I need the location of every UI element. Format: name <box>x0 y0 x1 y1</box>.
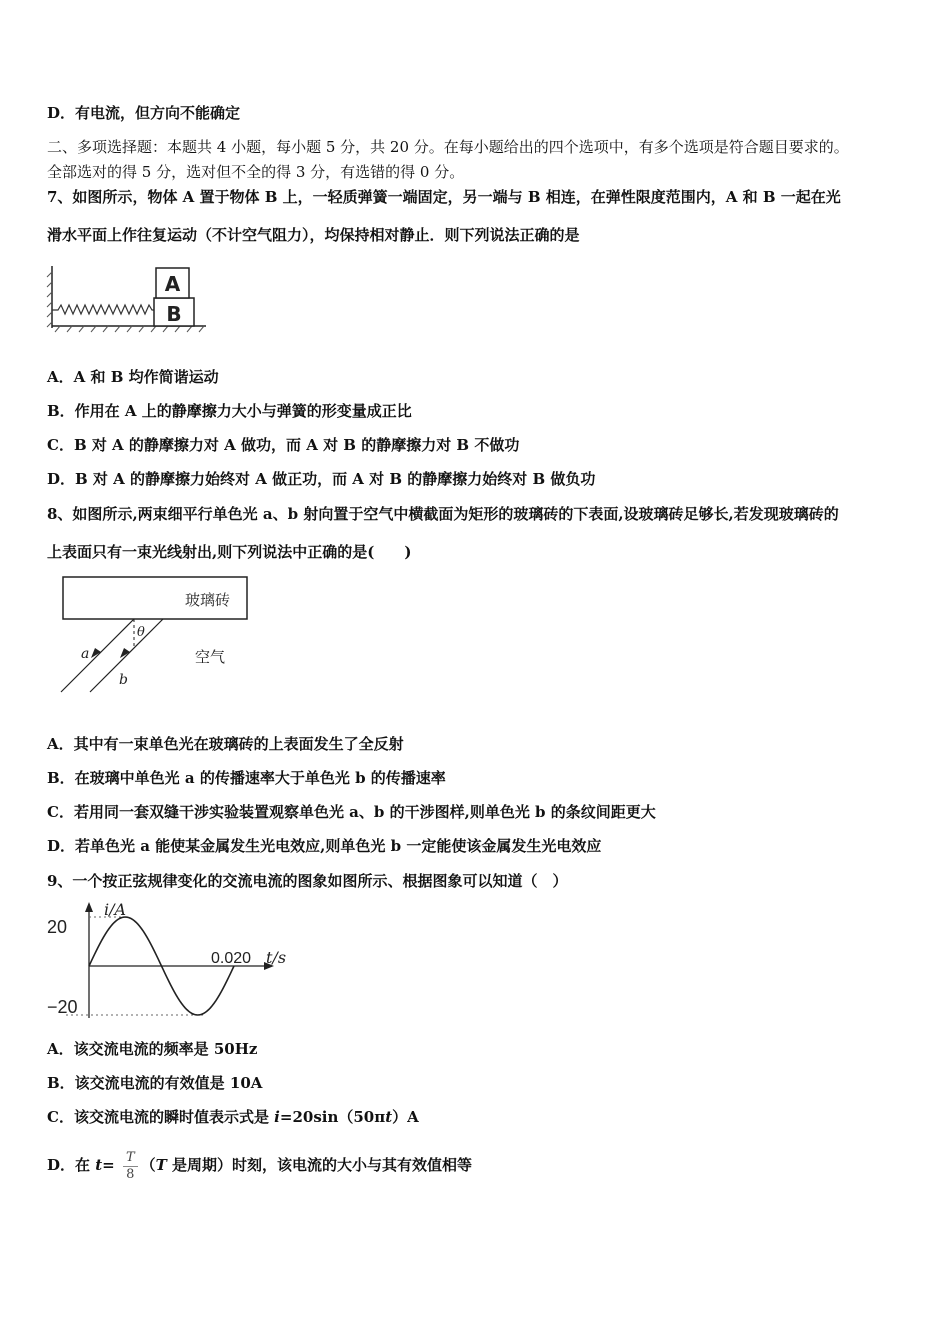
q9c-var-i: i <box>274 1108 280 1126</box>
block-a-label: A <box>164 272 181 296</box>
q6-option-d: D．有电流，但方向不能确定 <box>47 104 241 122</box>
q9d-text-1: D．在 <box>47 1156 96 1174</box>
air-label: 空气 <box>195 648 226 666</box>
q9d-fraction-numerator: T <box>123 1150 138 1167</box>
section2-instructions-line2: 全部选对的得 5 分，选对但不全的得 3 分，有选错的得 0 分。 <box>47 163 465 181</box>
q7-option-c: C．B 对 A 的静摩擦力对 A 做功，而 A 对 B 的静摩擦力对 B 不做功 <box>47 436 520 454</box>
ray-a-label: a <box>81 646 90 662</box>
q9d-text-2: 是周期）时刻，该电流的大小与其有效值相等 <box>166 1156 473 1174</box>
q7-stem-line1: 7、如图所示，物体 A 置于物体 B 上，一轻质弹簧一端固定，另一端与 B 相连，在弹性限度范围内，A 和 B 一起在光 <box>47 188 841 206</box>
q7-stem-line2: 滑水平面上作往复运动（不计空气阻力），均保持相对静止．则下列说法正确的是 <box>47 226 580 244</box>
q9c-text-3: ）A <box>392 1108 419 1126</box>
q9d-fraction <box>123 1150 138 1183</box>
q9d-var-t: t <box>95 1156 103 1174</box>
block-b-label: B <box>166 302 182 326</box>
angle-theta: θ <box>137 625 145 640</box>
q9-option-c <box>47 1107 419 1127</box>
spring-coil <box>52 305 156 314</box>
q9-ac-current-chart <box>44 900 294 1022</box>
q9d-fraction-denominator: 8 <box>126 1166 135 1182</box>
q9-option-b: B．该交流电流的有效值是 10A <box>47 1074 263 1092</box>
section2-instructions-line1: 二、多项选择题：本题共 4 小题，每小题 5 分，共 20 分。在每小题给出的四个选项中，有多个选项是符合题目要求的。 <box>47 138 849 156</box>
q9d-var-T: T <box>155 1156 167 1174</box>
q7-option-b: B．作用在 A 上的静摩擦力大小与弹簧的形变量成正比 <box>47 402 412 420</box>
q9c-text-1: C．该交流电流的瞬时值表示式是 <box>47 1108 275 1126</box>
x-tick-label: 0.020 <box>211 950 252 967</box>
q8-option-a: A．其中有一束单色光在玻璃砖的上表面发生了全反射 <box>47 735 404 753</box>
q9d-eq: = <box>102 1156 120 1174</box>
q8-option-d: D．若单色光 a 能使某金属发生光电效应,则单色光 b 一定能使该金属发生光电效应 <box>47 837 602 855</box>
y-axis-arrow <box>85 902 93 912</box>
q7-option-a: A．A 和 B 均作简谐运动 <box>47 368 219 386</box>
y-min-label: −20 <box>47 997 78 1017</box>
q8-option-c: C．若用同一套双缝干涉实验装置观察单色光 a、b 的干涉图样,则单色光 b 的条纹间距更大 <box>47 803 656 821</box>
q8-stem-line1: 8、如图所示,两束细平行单色光 a、b 射向置于空气中横截面为矩形的玻璃砖的下表面,设玻璃砖足够长,若发现玻璃砖的 <box>47 505 839 523</box>
q9-stem: 9、一个按正弦规律变化的交流电流的图象如图所示、根据图象可以知道（ ） <box>47 872 568 890</box>
q9-option-d <box>47 1148 472 1183</box>
y-axis-label: i/A <box>104 900 127 919</box>
x-axis-label: t/s <box>266 948 287 967</box>
q9c-text-2: =20sin（50π <box>279 1108 386 1126</box>
q9-option-a: A．该交流电流的频率是 50Hz <box>47 1040 258 1058</box>
q7-spring-figure <box>44 262 212 334</box>
ray-b-label: b <box>119 672 128 688</box>
y-max-label: 20 <box>47 917 68 937</box>
q8-glass-figure <box>55 576 255 698</box>
glass-label: 玻璃砖 <box>185 591 231 609</box>
q7-option-d: D．B 对 A 的静摩擦力始终对 A 做正功，而 A 对 B 的静摩擦力始终对 B 做负功 <box>47 470 596 488</box>
q8-option-b: B．在玻璃中单色光 a 的传播速率大于单色光 b 的传播速率 <box>47 769 446 787</box>
q9d-open-paren: （ <box>140 1156 156 1174</box>
q9c-var-t: t <box>385 1108 393 1126</box>
q8-stem-line2: 上表面只有一束光线射出,则下列说法中正确的是( ) <box>47 543 412 561</box>
